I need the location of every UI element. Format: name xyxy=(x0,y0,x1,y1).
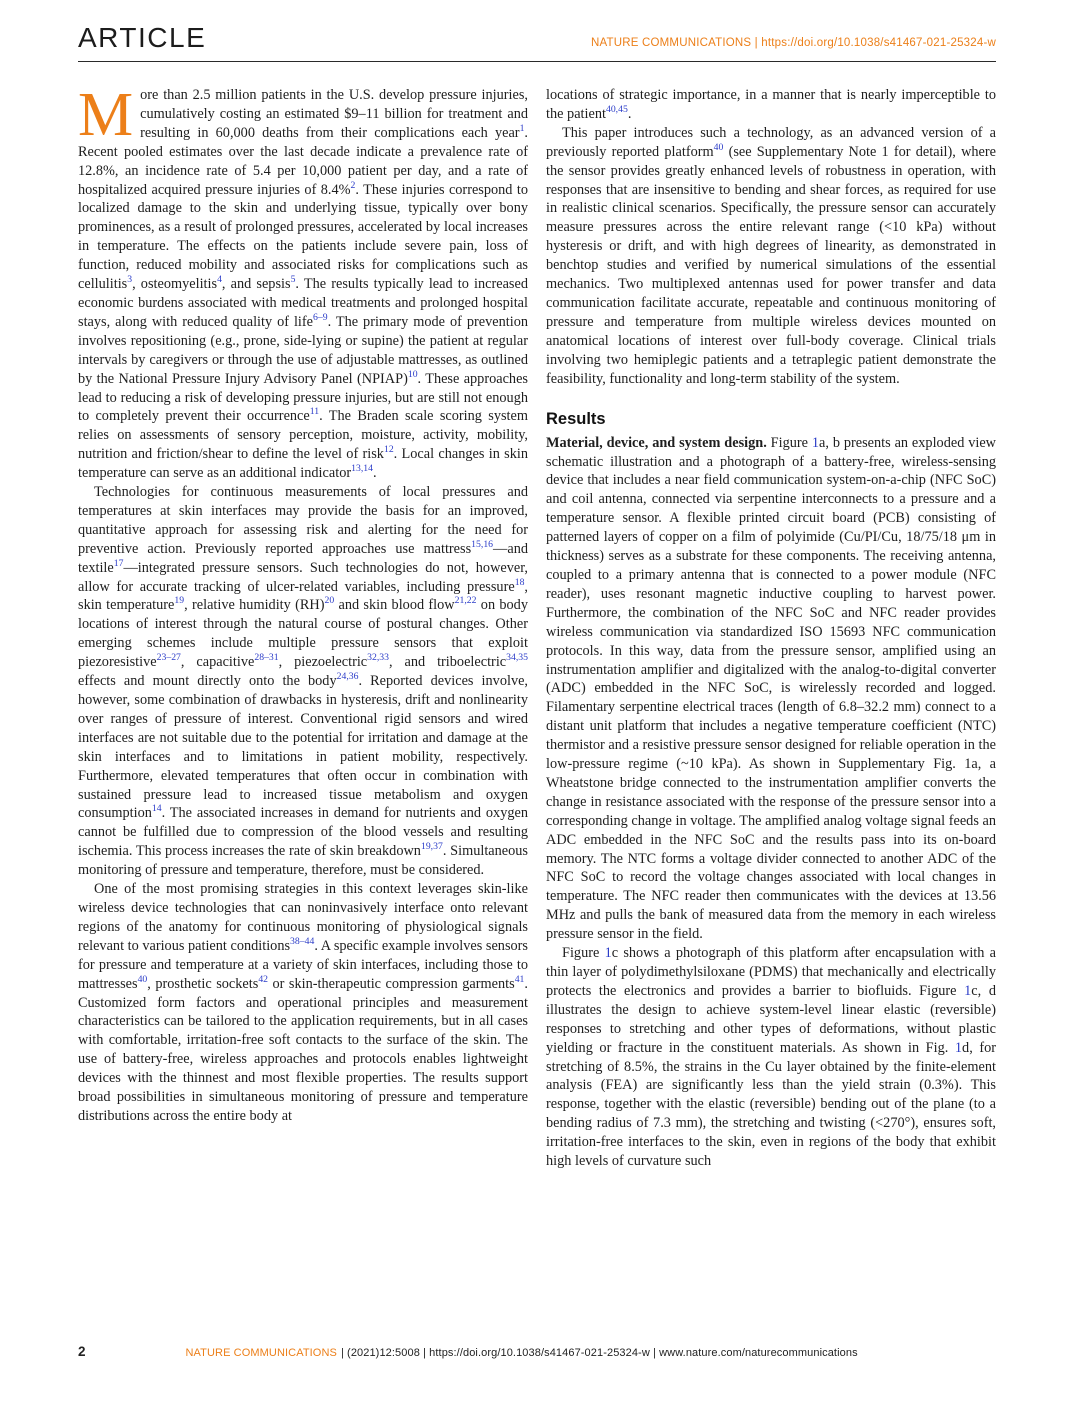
reference-link[interactable]: 5 xyxy=(290,274,296,286)
paragraph-text: ore than 2.5 million patients in the U.S. develop pressure injuries, cumulatively costing an estimated $9–11 billion for treatment and resulting in 60,000 deaths from their complications each year$^1$. Recent pooled estimates over the last decade indicate a prevalence rate of 12.8%, an incidence rate of 5.4 per 10,000 patient per day, and a rate of hospitalized acquired pressure injuries of 8.4%$^2$. These injuries correspond to localized damage to the skin and underlying tissue, typically over bony prominences, as a result of prolonged pressures, accelerated by local increases in temperature. The effects on the patients include severe pain, loss of function, reduced mobility and associated risks for complications such as cellulitis$^3$, osteomyelitis$^4$, and sepsis$^5$. The results typically lead to increased economic burdens associated with medical treatments and prolonged hospital stays, along with reduced quality of life$^{6-9}$. The primary mode of prevention involves repositioning (e.g., prone, side-lying or supine) the patient at regular intervals by caregivers or through the use of adjustable mattresses, as outlined by the National Pressure Injury Advisory Panel (NPIAP)$^{10}$. These approaches lead to reducing a risk of developing pressure injuries, but are still not enough to completely prevent their occurrence$^{11}$. The Braden scale scoring system relies on assessments of sensory perception, moisture, activity, mobility, nutrition and friction/shear to define the level of risk$^{12}$. Local changes in skin temperature can serve as an additional indicator$^{13,14}$. xyxy=(78,87,528,482)
reference-link[interactable]: 24,36 xyxy=(336,671,359,683)
reference-link[interactable]: 6–9 xyxy=(313,312,328,324)
page-footer xyxy=(78,1344,996,1359)
footer-citation-line xyxy=(186,1347,858,1359)
reference-link[interactable]: 21,22 xyxy=(454,595,477,607)
header-divider xyxy=(78,61,996,62)
reference-link[interactable]: 13,14 xyxy=(351,463,373,475)
paragraph-continuation: locations of strategic importance, in a manner that is nearly imperceptible to the patient$^{40,45}$. xyxy=(546,87,996,122)
paragraph: This paper introduces such a technology, as an advanced version of a previously reported platform$^{40}$ (see Supplementary Note 1 for detail), where the sensor provides greatly enhanced levels of robustness in operation, with responses that are insensitive to bending and shear forces, as required for use in realistic clinical scenarios. Specifically, the pressure sensor can accurately measure pressures across the entire relevant range (<10 kPa) without hysteresis or drift, and with high degrees of linearity, as demonstrated in benchtop studies and verified by numerical simulations of the essential mechanics. Two multiplexed antennas used for power transfer and data communication facilitate accurate, repeatable and continuous monitoring of pressure and temperature from multiple wireless devices mounted on anatomical locations of interest over full-body coverage. Clinical trials involving two hemiplegic patients and a tetraplegic patient demonstrate the feasibility, functionality and long-term stability of the system. xyxy=(546,124,996,387)
reference-link[interactable]: 20 xyxy=(324,595,335,607)
paragraph: Technologies for continuous measurements of local pressures and temperatures at skin interfaces may provide the basis for an improved, quantitative approach for assessing risk and alerting for the need for preventive action. Previously reported approaches use mattress$^{15,16}$—and textile$^{17}$—integrated pressure sensors. Such technologies do not, however, allow for accurate tracking of ulcer-related variables, including pressure$^{18}$, skin temperature$^{19}$, relative humidity (RH)$^{20}$ and skin blood flow$^{21,22}$ on body locations of interest through the natural course of postural changes. Other emerging schemes include multiple pressure sensors that exploit piezoresistive$^{23-27}$, capacitive$^{28-31}$, piezoelectric$^{32,33}$, and triboelectric$^{34,35}$ effects and mount directly onto the body$^{24,36}$. Reported devices involve, however, some combination of drawbacks in hysteresis, drift and nonlinearity over ranges of pressure of interest. Conventional rigid sensors and wired interfaces are not suitable due to the potential for irritation and damage at the skin interfaces and to limitations in patient mobility, respectively. Furthermore, elevated temperatures that often occur in combination with sustained pressure lead to increased tissue metabolism and oxygen consumption$^{14}$. The associated increases in demand for nutrients and oxygen cannot be fulfilled due to compression of the blood vessels and resulting ischemia. This process increases the rate of skin breakdown$^{19,37}$. Simultaneous monitoring of pressure and temperature, therefore, must be considered. xyxy=(78,484,528,879)
reference-link[interactable]: 14 xyxy=(151,803,162,815)
page-header xyxy=(78,24,996,52)
paragraph-material-design: Material, device, and system design. Figure 1a, b presents an exploded view schematic illustration and a photograph of a battery-free, wireless-sensing device that includes a near field communication system-on-a-chip (NFC SoC) and coil antenna, connected via serpentine interconnects to a pressure and a temperature sensor. A flexible printed circuit board (PCB) consisting of patterned layers of copper on a film of polyimide (Cu/PI/Cu, 18/75/18 μm in thickness) serves as a substrate for these components. The receiving antenna, coupled to a primary antenna that is connected to a power module (NFC reader), uses resonant magnetic inductive coupling to harvest power. Furthermore, the combination of the NFC SoC and NFC reader provides wireless communication via standardized ISO 15693 NFC communication protocols. In this way, data from the pressure sensor, amplified using an instrumentation amplifier and digitalized with the analog-to-digital converter (ADC) embedded in the NFC SoC, is wirelessly recorded and logged. Filamentary serpentine electrical traces (length of 6.8–32.2 mm) connect to a distant unit platform that includes a negative temperature coefficient (NTC) thermistor and a resistive pressure sensor designed for reliable operation in the low-pressure regime (~10 kPa). As shown in Supplementary Fig. 1a, a Wheatstone bridge connected to the instrumentation amplifier converts the change in resistance associated with the response of the pressure sensor into a corresponding change in voltage. The amplified analog voltage signal feeds an ADC embedded in the NFC SoC and the results pass into its on-board memory. The NTC forms a voltage divider connected to another ADC of the NFC SoC to record the voltage changes associated with local changes in temperature. The NFC reader then communicates with the devices at 13.56 MHz and pulls the bank of measured data from the memory in each wireless pressure sensor in the field. xyxy=(546,434,996,943)
reference-link[interactable]: 40 xyxy=(713,141,724,153)
run-in-heading: Material, device, and system design. xyxy=(546,434,767,451)
reference-link[interactable]: 18 xyxy=(514,576,525,588)
figure-link[interactable]: 1 xyxy=(811,434,820,451)
article-body xyxy=(78,86,996,1328)
reference-link[interactable]: 12 xyxy=(383,444,394,456)
reference-link[interactable]: 32,33 xyxy=(367,652,390,664)
right-column xyxy=(546,86,996,1328)
reference-link[interactable]: 19,37 xyxy=(420,841,443,853)
reference-link[interactable]: 28–31 xyxy=(254,652,279,664)
page-number: 2 xyxy=(78,1344,86,1359)
reference-link[interactable]: 3 xyxy=(127,274,133,286)
reference-link[interactable]: 17 xyxy=(113,557,124,569)
reference-link[interactable]: 23–27 xyxy=(156,652,181,664)
reference-link[interactable]: 41 xyxy=(514,973,525,985)
paragraph-intro xyxy=(78,86,528,483)
reference-link[interactable]: 11 xyxy=(309,406,320,418)
footer-journal-name[interactable]: NATURE COMMUNICATIONS xyxy=(185,1347,337,1359)
reference-link[interactable]: 2 xyxy=(350,179,356,191)
figure-link[interactable]: 1 xyxy=(964,982,972,999)
reference-link[interactable]: 42 xyxy=(258,973,269,985)
reference-link[interactable]: 40 xyxy=(137,973,148,985)
left-column xyxy=(78,86,528,1328)
reference-link[interactable]: 15,16 xyxy=(471,538,494,550)
figure-link[interactable]: 1 xyxy=(604,945,612,962)
footer-citation[interactable]: | (2021)12:5008 | https://doi.org/10.1038/s41467-021-25324-w | www.nature.com/naturecommunications xyxy=(340,1347,858,1359)
reference-link[interactable]: 10 xyxy=(407,368,418,380)
article-type-label: ARTICLE xyxy=(78,22,207,53)
reference-link[interactable]: 1 xyxy=(519,123,525,135)
reference-link[interactable]: 4 xyxy=(217,274,222,286)
dropcap-letter: M xyxy=(78,86,134,149)
reference-link[interactable]: 40,45 xyxy=(605,104,628,116)
figure-link[interactable]: 1 xyxy=(954,1039,963,1056)
paragraph: One of the most promising strategies in this context leverages skin-like wireless device technologies that can noninvasively interface onto relevant regions of the anatomy for continuous monitoring of physiological signals relevant to various patient conditions$^{38-44}$. A specific example involves sensors for pressure and temperature at a variety of skin interfaces, including those to mattresses$^{40}$, prosthetic sockets$^{42}$ or skin-therapeutic compression garments$^{41}$. Customized form factors and operational principles and measurement characteristics can be tailored to the application requirements, but in all cases with comfortable, irritation-free soft contacts to the surface of the skin. The use of battery-free, wireless approaches and protocols enables lightweight devices with the thinnest and most flexible properties. The results support broad possibilities in simultaneous monitoring of pressure and temperature distributions across the entire body at xyxy=(78,881,528,1124)
reference-link[interactable]: 34,35 xyxy=(506,652,528,664)
paragraph: Figure 1c shows a photograph of this platform after encapsulation with a thin layer of polydimethylsiloxane (PDMS) that mechanically and electrically protects the electronics and provides a barrier to biofluids. Figure 1c, d illustrates the design to achieve system-level linear elastic (reversible) responses to stretching and other types of deformations, without plastic yielding or fracture in the constituent materials. As shown in Fig. 1d, for stretching of 8.5%, the strains in the Cu layer obtained by the finite-element analysis (FEA) are significantly less than the yield strain (0.3%). This response, together with the elastic (reversible) bending out of the plane (to a bending radius of 7.3 mm), the stretching and twisting (<270°), ensures soft, irritation-free interfaces to the skin, even in regions of the body that exhibit high levels of curvature such xyxy=(546,945,996,1170)
reference-link[interactable]: 38–44 xyxy=(290,936,315,948)
results-section-heading: Results xyxy=(546,409,606,428)
journal-doi-link[interactable]: NATURE COMMUNICATIONS | https://doi.org/10.1038/s41467-021-25324-w xyxy=(590,37,996,49)
reference-link[interactable]: 19 xyxy=(174,595,185,607)
